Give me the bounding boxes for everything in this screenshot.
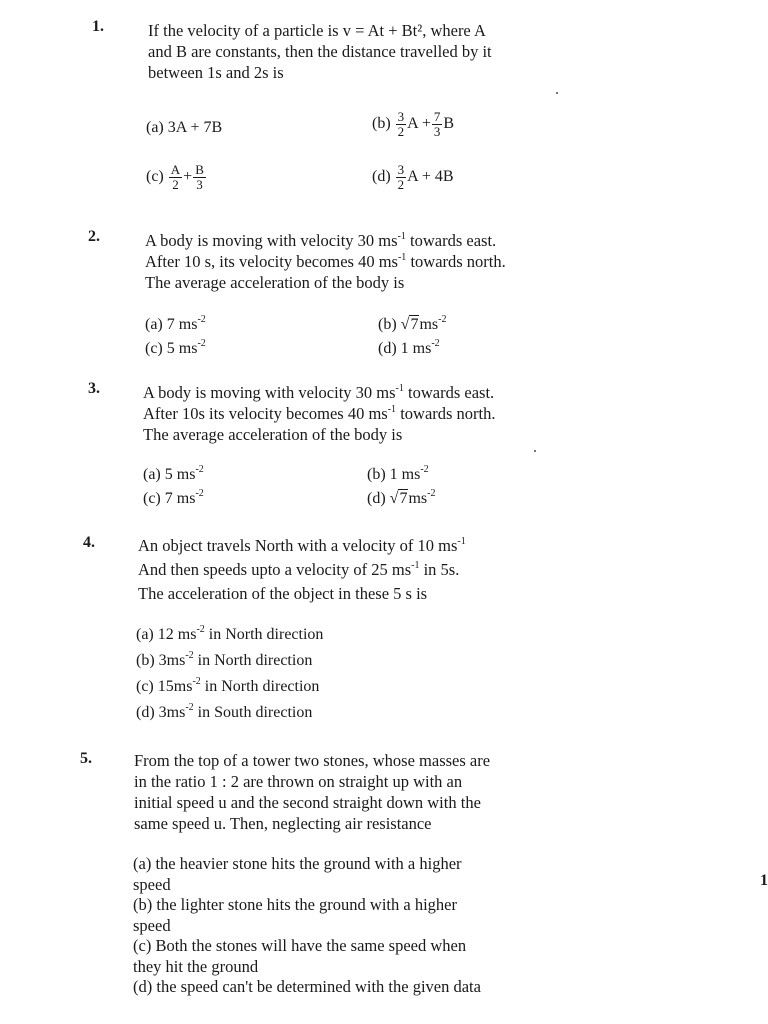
option-b: (b) 1 $ms^{-2}$ xyxy=(367,464,429,483)
option-d: (d) 1 $ms^{-2}$ xyxy=(378,338,440,357)
stem-line: If the velocity of a particle is v = At + Bt², where A xyxy=(148,21,486,40)
option-b: (b) $\frac{3}{2}$ A + $\frac{7}{3}$ B xyxy=(372,109,455,139)
stem-line: same speed u. Then, neglecting air resistance xyxy=(134,814,432,833)
option-d: (d) $3ms^{-2}$ in South direction xyxy=(136,702,313,721)
stem-line: And then speeds upto a velocity of 25 $ms^{-1}$ in 5s. xyxy=(138,560,460,579)
option-line: speed xyxy=(133,874,171,894)
stem-line: After 10s its velocity becomes 40 $ms^{-1}$ towards north. xyxy=(143,404,496,423)
scan-speck xyxy=(556,92,558,94)
option-line: they hit the ground xyxy=(133,956,259,976)
question-number: 3. xyxy=(88,380,100,397)
option-c: (c) $\frac{A}{2}$ + $\frac{B}{3}$ xyxy=(146,162,204,192)
stem-line: A body is moving with velocity 30 $ms^{-1}$ towards east. xyxy=(143,383,495,402)
stem-line: in the ratio 1 : 2 are thrown on straight up with an xyxy=(134,772,463,791)
option-line: (c) Both the stones will have the same speed when xyxy=(133,936,467,955)
option-a: (a) 5 $ms^{-2}$ xyxy=(143,464,204,483)
option-d: (d) $\frac{3}{2}$ A + 4B xyxy=(372,162,454,192)
option-a: (a) 7 $ms^{-2}$ xyxy=(145,314,206,333)
option-b: (b) $√7ms^{-2}$ xyxy=(378,314,447,333)
margin-mark: 1 xyxy=(760,872,768,889)
stem-line: and B are constants, then the distance travelled by it xyxy=(148,42,492,61)
stem-line: initial speed u and the second straight down with the xyxy=(134,793,481,812)
stem-line: From the top of a tower two stones, whose masses are xyxy=(134,751,491,770)
option-a: (a) 3A + 7B xyxy=(146,119,223,136)
question-number: 4. xyxy=(83,534,95,551)
option-c: (c) 7 $ms^{-2}$ xyxy=(143,488,204,507)
option-b: (b) $3ms^{-2}$ in North direction xyxy=(136,650,313,669)
option-list xyxy=(133,854,693,998)
stem-line: The average acceleration of the body is xyxy=(145,273,405,292)
question-stem xyxy=(143,382,703,445)
option-a: (a) 12 $ms^{-2}$ in North direction xyxy=(136,624,324,643)
option-line: (b) the lighter stone hits the ground with a higher xyxy=(133,895,457,914)
scan-speck xyxy=(534,450,536,452)
question-stem xyxy=(145,230,705,293)
stem-line: After 10 s, its velocity becomes 40 $ms^{-1}$ towards north. xyxy=(145,252,506,271)
option-line: speed xyxy=(133,915,171,935)
option-line: (a) the heavier stone hits the ground with a higher xyxy=(133,854,462,873)
question-stem xyxy=(138,534,698,606)
option-c: (c) $15ms^{-2}$ in North direction xyxy=(136,676,320,695)
question-number: 5. xyxy=(80,750,92,767)
stem-line: A body is moving with velocity 30 $ms^{-1}$ towards east. xyxy=(145,231,497,250)
question-stem xyxy=(148,20,708,83)
stem-line: between 1s and 2s is xyxy=(148,63,284,82)
stem-line: The average acceleration of the body is xyxy=(143,425,403,444)
question-stem xyxy=(134,750,694,834)
question-number: 2. xyxy=(88,228,100,245)
question-number: 1. xyxy=(92,18,104,35)
option-line: (d) the speed can't be determined with the given data xyxy=(133,977,481,996)
stem-line: The acceleration of the object in these 5 s is xyxy=(138,584,428,603)
stem-line: An object travels North with a velocity of 10 $ms^{-1}$ xyxy=(138,536,466,555)
option-c: (c) 5 $ms^{-2}$ xyxy=(145,338,206,357)
option-d: (d) $√7ms^{-2}$ xyxy=(367,488,436,507)
